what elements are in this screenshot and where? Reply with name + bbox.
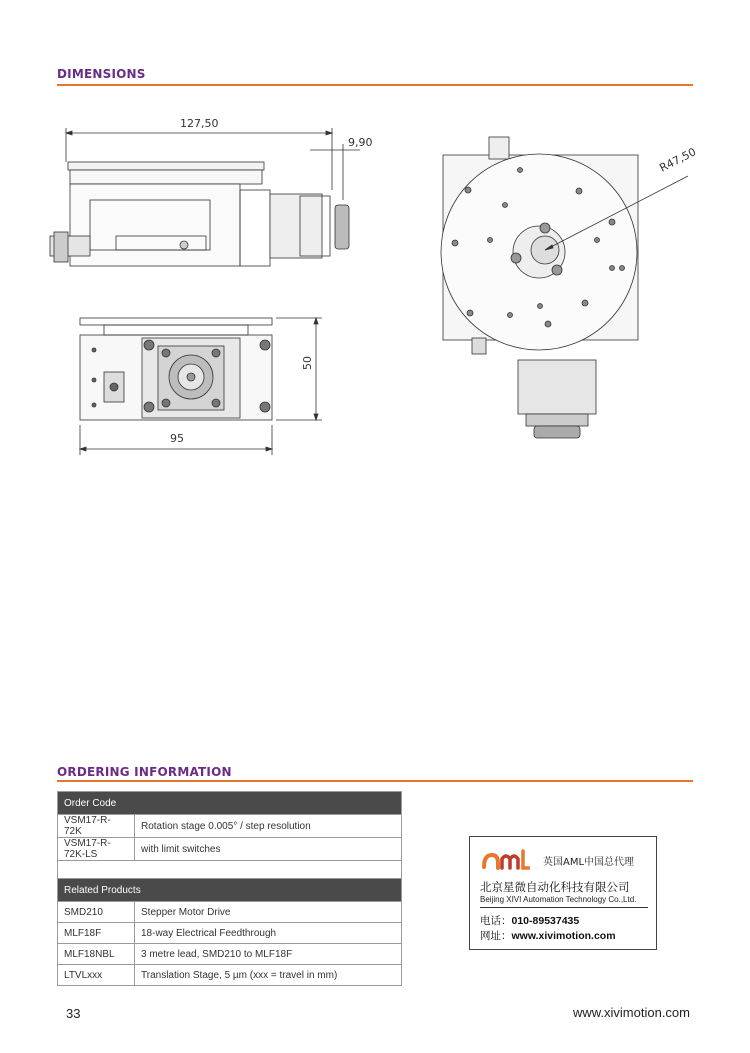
distributor-card <box>469 836 657 950</box>
company-name-en: Beijing XIVI Automation Technology Co.,Ltd. <box>480 895 637 904</box>
ordering-rule <box>57 780 693 782</box>
related-code: SMD210 <box>58 902 135 923</box>
phone-label: 电话： <box>480 915 512 927</box>
related-code: MLF18NBL <box>58 944 135 965</box>
top-view <box>80 318 322 455</box>
order-code: VSM17-R-72K-LS <box>58 838 135 861</box>
web-label: 网址： <box>480 930 512 942</box>
divider <box>480 907 648 908</box>
company-name-cn: 北京星微自动化科技有限公司 <box>480 880 630 894</box>
related-code: MLF18F <box>58 923 135 944</box>
related-desc: Translation Stage, 5 µm (xxx = travel in mm) <box>135 965 402 986</box>
dim-width-top: 127,50 <box>180 117 219 130</box>
dim-height: 50 <box>301 356 314 370</box>
related-code: LTVLxxx <box>58 965 135 986</box>
page-number: 33 <box>66 1006 81 1021</box>
table-row <box>58 815 402 838</box>
table-row <box>58 902 402 923</box>
table-row <box>58 965 402 986</box>
dim-radius: R47,50 <box>657 145 699 175</box>
aml-logo <box>480 847 530 873</box>
table-row <box>58 838 402 861</box>
web-line <box>480 928 616 943</box>
side-view <box>50 128 360 266</box>
technical-drawing <box>0 0 750 500</box>
ordering-title: ORDERING INFORMATION <box>57 765 232 779</box>
web-address[interactable]: www.xivimotion.com <box>511 930 616 942</box>
table-row <box>58 923 402 944</box>
table-row-blank <box>58 861 402 879</box>
table-row <box>58 944 402 965</box>
related-products-header: Related Products <box>58 879 402 902</box>
distributor-tagline: 英国AML中国总代理 <box>543 857 635 868</box>
related-desc: 18-way Electrical Feedthrough <box>135 923 402 944</box>
order-desc: with limit switches <box>135 838 402 861</box>
dimensions-title: DIMENSIONS <box>57 67 146 81</box>
rotary-view <box>441 137 688 438</box>
dim-offset: 9,90 <box>348 136 373 149</box>
dim-width-bottom: 95 <box>170 432 184 445</box>
ordering-table <box>57 791 402 986</box>
footer-website[interactable]: www.xivimotion.com <box>572 1005 690 1020</box>
order-desc: Rotation stage 0.005° / step resolution <box>135 815 402 838</box>
order-code-header: Order Code <box>58 792 402 815</box>
phone-line <box>480 913 579 928</box>
phone-number: 010-89537435 <box>511 915 580 927</box>
related-desc: Stepper Motor Drive <box>135 902 402 923</box>
related-desc: 3 metre lead, SMD210 to MLF18F <box>135 944 402 965</box>
order-code: VSM17-R-72K <box>58 815 135 838</box>
